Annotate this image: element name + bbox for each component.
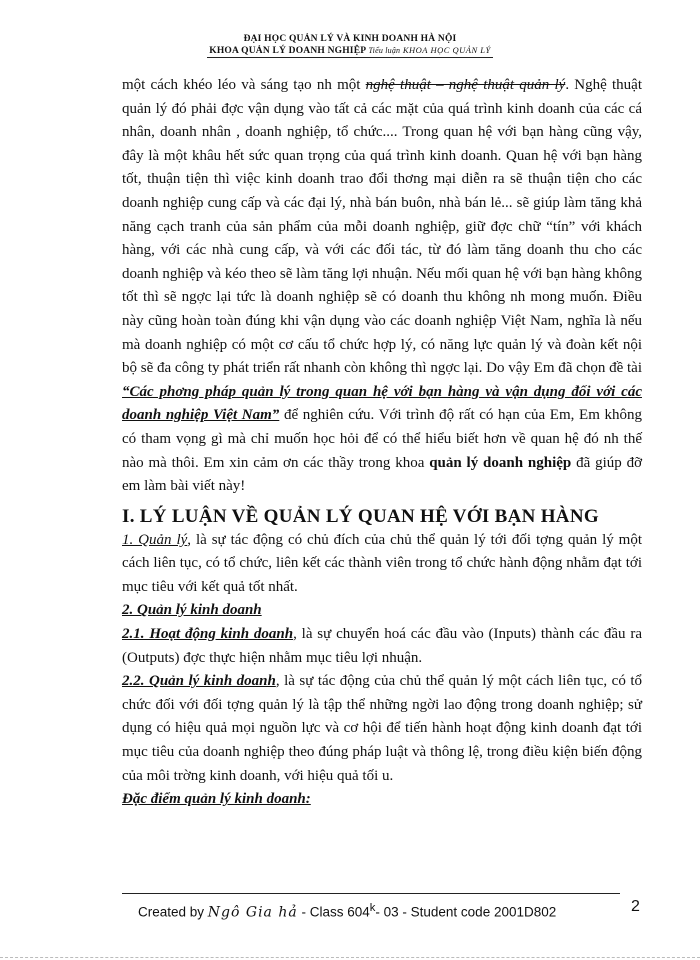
footer-divider xyxy=(122,893,620,894)
characteristics-heading: Đặc điểm quản lý kinh doanh: xyxy=(122,791,311,808)
footer-class: - Class 604 xyxy=(297,904,370,920)
page-header xyxy=(0,34,700,58)
business-activity-definition: 2.1. Hoạt động kinh doanh, là sự chuyển hoá các đầu vào (Inputs) thành các đầu ra (Outputs) đợc thực hiện nhằm mục tiêu lợi nhuận. xyxy=(122,626,642,666)
faculty-mention: quản lý doanh nghiệp xyxy=(429,454,572,471)
header-note: Tiểu luận xyxy=(368,46,401,55)
faculty-name: KHOA QUẢN LÝ DOANH NGHIỆP xyxy=(209,46,367,56)
page-footer xyxy=(138,902,556,921)
business-activity-label: 2.1. Hoạt động kinh doanh xyxy=(122,626,294,643)
footer-student-code: - 03 - Student code 2001D802 xyxy=(375,904,557,920)
management-definition: 1. Quản lý, là sự tác động có chủ đích của chủ thể quản lý tới đối tợng quản lý một cách liên tục, có tổ chức, liên kết các thành viên trong tổ chức hành động nhằm đạt tới mục tiêu với kết quả tốt nhất. xyxy=(122,531,642,595)
topic-title: “Các phơng pháp quản lý trong quan hệ với bạn hàng và vận dụng đối với các doanh nghiệp Việt Nam” xyxy=(122,383,642,424)
footer-created-by: Created by xyxy=(138,904,208,920)
section-heading: I. LÝ LUẬN VỀ QUẢN LÝ QUAN HỆ VỚI BẠN HÀNG xyxy=(122,505,599,527)
header-brand: KHOA HỌC QUẢN LÝ xyxy=(402,45,491,55)
university-name: ĐẠI HỌC QUẢN LÝ VÀ KINH DOANH HÀ NỘI xyxy=(243,34,457,44)
faculty-name-line xyxy=(207,45,493,58)
intro-paragraph: một cách khéo léo và sáng tạo nh một nghệ thuật – nghệ thuật quản lý. Nghệ thuật quản lý đó phải đợc vận dụng vào tất cả các mặt của quá trình kinh doanh của các cá nhân, doanh nhân , doanh nghiệp, tổ chức.... Trong quan hệ với bạn hàng cũng vậy, đây là một khâu hết sức quan trọng của quá trình kinh doanh. Quan hệ với bạn hàng tốt, thuận tiện thì việc kinh doanh trao đổi thơng mại diễn ra sẽ thuận tiện cho các doanh nghiệp cung cấp và các đại lý, nhà bán buôn, nhà bán lẻ... sẽ giúp làm tăng khả năng cạch tranh của sản phẩm của mỗi doanh nghiệp, giữ đợc chữ “tín” với khách hàng, với các nhà cung cấp, và với các đối tác, từ đó làm tăng doanh thu cho các doanh nghiệp và kéo theo sẽ làm tăng lợi nhuận. Nếu mối quan hệ với bạn hàng không tốt thì sẽ ngợc lại tức là doanh nghiệp sẽ có doanh thu không nh mong muốn. Điều này cũng hoàn toàn đúng khi vận dụng vào các doanh nghiệp Việt Nam, nghĩa là nếu mà doanh nghiệp có một cơ cấu tổ chức hợp lý, có năng lực quản lý và đoàn kết nội bộ sẽ đa công ty phát triển rất nhanh còn không thì ngợc lại. Do vậy Em đã chọn đề tài “Các phơng pháp quản lý trong quan hệ với bạn hàng và vận dụng đối với các doanh nghiệp Việt Nam” để nghiên cứu. Với trình độ rất có hạn của Em, Em không có tham vọng gì mà chỉ muốn học hỏi để có thể hiểu biết hơn về quan hệ đó nh thế nào mà thôi. Em xin cảm ơn các thầy trong khoa quản lý doanh nghiệp đã giúp đỡ em làm bài viết này! xyxy=(122,77,643,495)
document-body xyxy=(122,74,642,812)
footer-class-sup: k xyxy=(369,902,376,914)
author-signature: Ngô Gia hả xyxy=(207,904,298,921)
business-management-label: 2.2. Quản lý kinh doanh xyxy=(122,673,276,690)
business-management-definition: 2.2. Quản lý kinh doanh, là sự tác động của chủ thể quản lý một cách liên tục, có tổ chức đối với đối tợng quản lý là tập thể những ngời lao động trong doanh nghiệp; sử dụng có hiệu quả mọi nguồn lực và cơ hội để tiến hành hoạt động kinh doanh đạt tới mục tiêu của doanh nghiệp theo đúng pháp luật và thông lệ, trong điều kiện biến động của môi trờng kinh doanh, với hiệu quả tối u. xyxy=(122,673,642,784)
business-management-heading: 2. Quản lý kinh doanh xyxy=(122,602,262,619)
page-number: 2 xyxy=(631,898,640,915)
art-of-management-phrase: nghệ thuật – nghệ thuật quản lý xyxy=(365,77,566,93)
page-edge xyxy=(0,957,700,958)
management-label: 1. Quản lý xyxy=(122,531,188,548)
